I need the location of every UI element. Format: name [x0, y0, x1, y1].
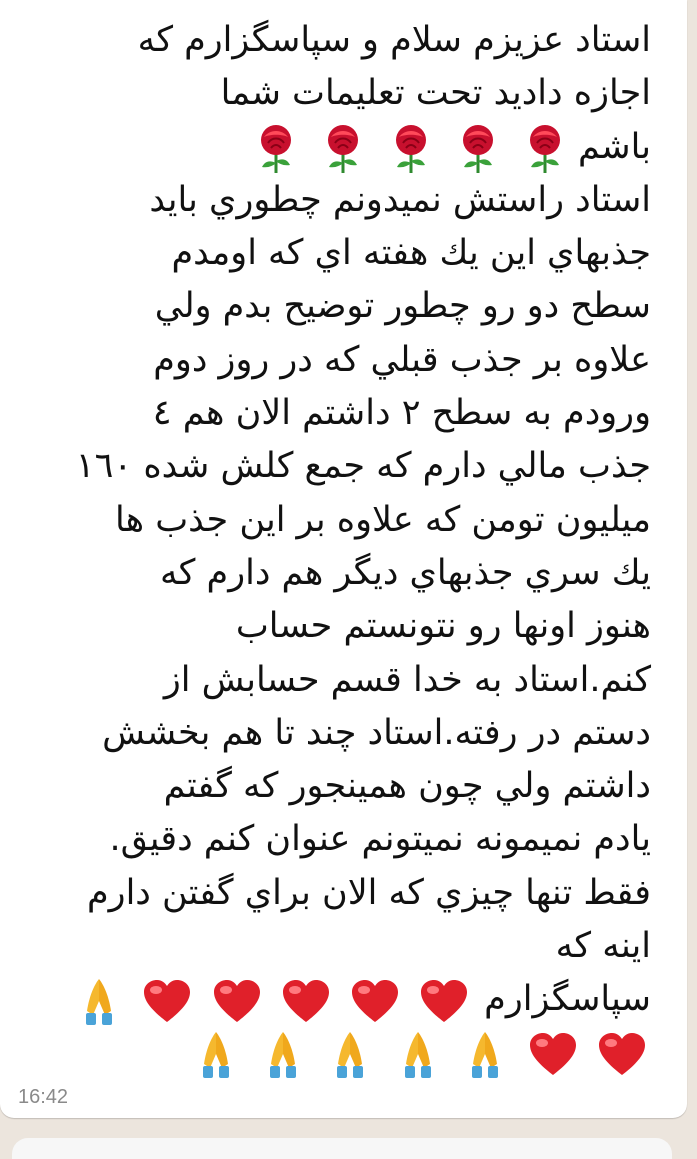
folded-hands-icon [77, 975, 121, 1027]
rose-icon [321, 123, 365, 173]
folded-hands-icon [396, 1028, 440, 1080]
message-line: سپاسگزارم [484, 979, 651, 1020]
message-line: دستم در رفته.استاد چند تا هم بخشش [102, 712, 651, 753]
heart-icon [142, 978, 192, 1024]
message-line: یادم نمیمونه نمیتونم عنوان کنم دقیق. [109, 819, 651, 860]
message-line-with-hearts [31, 973, 651, 1026]
heart-icon [281, 978, 331, 1024]
message-line: اینه که [555, 926, 651, 967]
next-message-bubble[interactable] [12, 1138, 672, 1159]
heart-icon [350, 978, 400, 1024]
message-line: اجازه دادید تحت تعلیمات شما [220, 73, 651, 114]
message-line: جذبهاي این يك هفته اي که اومدم [171, 233, 651, 274]
message-line: جذب مالي دارم که جمع کلش شده ١٦٠ [75, 446, 651, 487]
hearts-and-prayers-row [188, 1027, 651, 1080]
rose-icon [523, 123, 567, 173]
heart-icon [212, 978, 262, 1024]
folded-hands-icon [328, 1028, 372, 1080]
message-line: استاد عزیزم سلام و سپاسگزارم که [137, 20, 651, 60]
roses-row [242, 121, 567, 174]
rose-icon [389, 123, 433, 173]
message-line: کنم.استاد به خدا قسم حسابش از [163, 659, 651, 700]
message-line: ورودم به سطح ۲ داشتم الان هم ٤ [152, 393, 651, 434]
folded-hands-icon [261, 1028, 305, 1080]
rose-icon [254, 123, 298, 173]
message-line: يك سري جذبهاي ديگر هم دارم که [160, 552, 651, 593]
message-line: سطح دو رو چطور توضیح بدم ولي [154, 286, 651, 327]
message-line: هنوز اونها رو نتونستم حساب [235, 606, 651, 647]
message-line: علاوه بر جذب قبلي که در روز دوم [153, 339, 651, 380]
message-line: استاد راستش نمیدونم چطوري باید [149, 179, 651, 220]
folded-hands-icon [194, 1028, 238, 1080]
heart-icon [528, 1031, 578, 1077]
message-line: میلیون تومن که علاوه بر این جذب ها [114, 499, 651, 540]
message-text [31, 14, 651, 1080]
message-timestamp: 16:42 [18, 1086, 69, 1108]
rose-icon [456, 123, 500, 173]
emoji-line [31, 1027, 651, 1080]
message-line: داشتم ولي چون همینجور که گفتم [163, 766, 651, 807]
message-line-with-roses [31, 121, 651, 174]
heart-icon [597, 1031, 647, 1077]
message-line: فقط تنها چیزي که الان براي گفتن دارم [87, 872, 651, 913]
message-line: باشم [577, 126, 651, 167]
hearts-row [71, 974, 473, 1027]
folded-hands-icon [463, 1028, 507, 1080]
heart-icon [419, 978, 469, 1024]
